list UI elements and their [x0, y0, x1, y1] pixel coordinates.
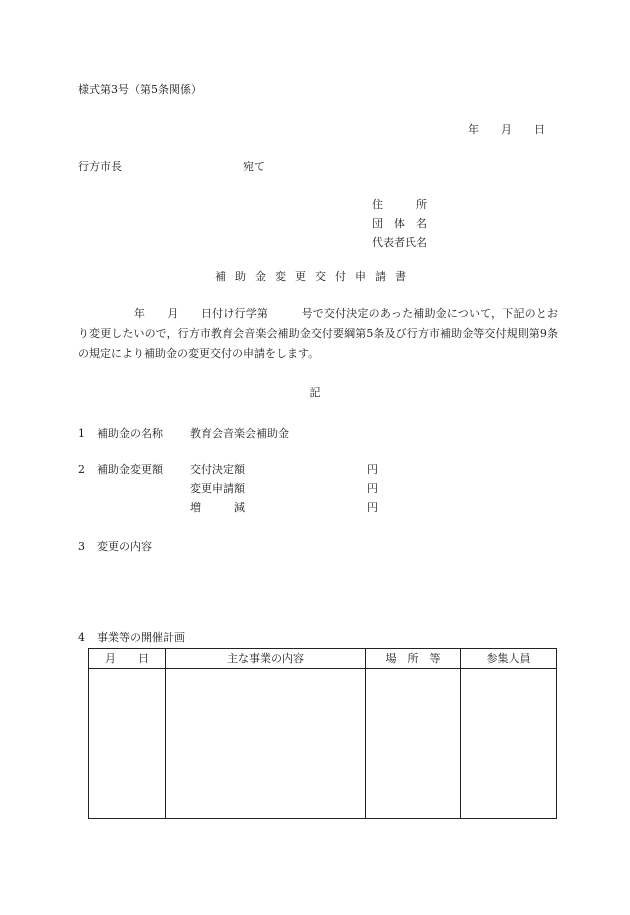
- addressee-suffix: 宛て: [243, 160, 265, 173]
- item3-number: 3: [78, 540, 85, 553]
- header-attendees: 参集人員: [461, 649, 557, 669]
- item2-row-difference-label: 増 減: [190, 501, 245, 514]
- item2-row-requested-label: 変更申請額: [190, 482, 245, 495]
- form-number: 様式第3号（第5条関係）: [78, 83, 202, 96]
- header-location: 場 所 等: [366, 649, 461, 669]
- item4-number: 4: [78, 631, 85, 644]
- item4-label: 事業等の開催計画: [97, 631, 185, 644]
- date-line: 年 月 日: [468, 123, 545, 136]
- applicant-address-label: 住 所: [372, 198, 427, 211]
- applicant-org-label: 団 体 名: [372, 217, 427, 230]
- cell-location[interactable]: [366, 669, 461, 819]
- item1-label: 補助金の名称: [97, 427, 163, 440]
- document-title: 補助金変更交付申請書: [215, 270, 415, 283]
- table-header-row: [89, 649, 557, 669]
- item2-row-difference-unit: 円: [367, 501, 378, 514]
- header-main-content: 主な事業の内容: [166, 649, 366, 669]
- cell-date[interactable]: [89, 669, 166, 819]
- item1-number: 1: [78, 427, 85, 440]
- item1-value: 教育会音楽会補助金: [190, 427, 289, 440]
- item2-label: 補助金変更額: [97, 463, 163, 476]
- ki-marker: 記: [309, 386, 321, 399]
- item3-label: 変更の内容: [97, 540, 152, 553]
- item2-row-requested-unit: 円: [367, 482, 378, 495]
- item2-number: 2: [78, 463, 85, 476]
- body-text: 年 月 日付け行学第 号で交付決定のあった補助金について，下記のとおり変更したいので，行方市教育会音楽会補助金交付要綱第5条及び行方市補助金等交付規則第9条の規定により補助金の変更交付の申請をします。: [78, 307, 558, 360]
- applicant-rep-label: 代表者氏名: [372, 236, 427, 249]
- cell-attendees[interactable]: [461, 669, 557, 819]
- event-plan-table: [88, 648, 557, 819]
- header-date: 月 日: [89, 649, 166, 669]
- table-row: [89, 669, 557, 819]
- addressee-name: 行方市長: [78, 160, 122, 173]
- item2-row-decided-unit: 円: [367, 463, 378, 476]
- item2-row-decided-label: 交付決定額: [190, 463, 245, 476]
- cell-main-content[interactable]: [166, 669, 366, 819]
